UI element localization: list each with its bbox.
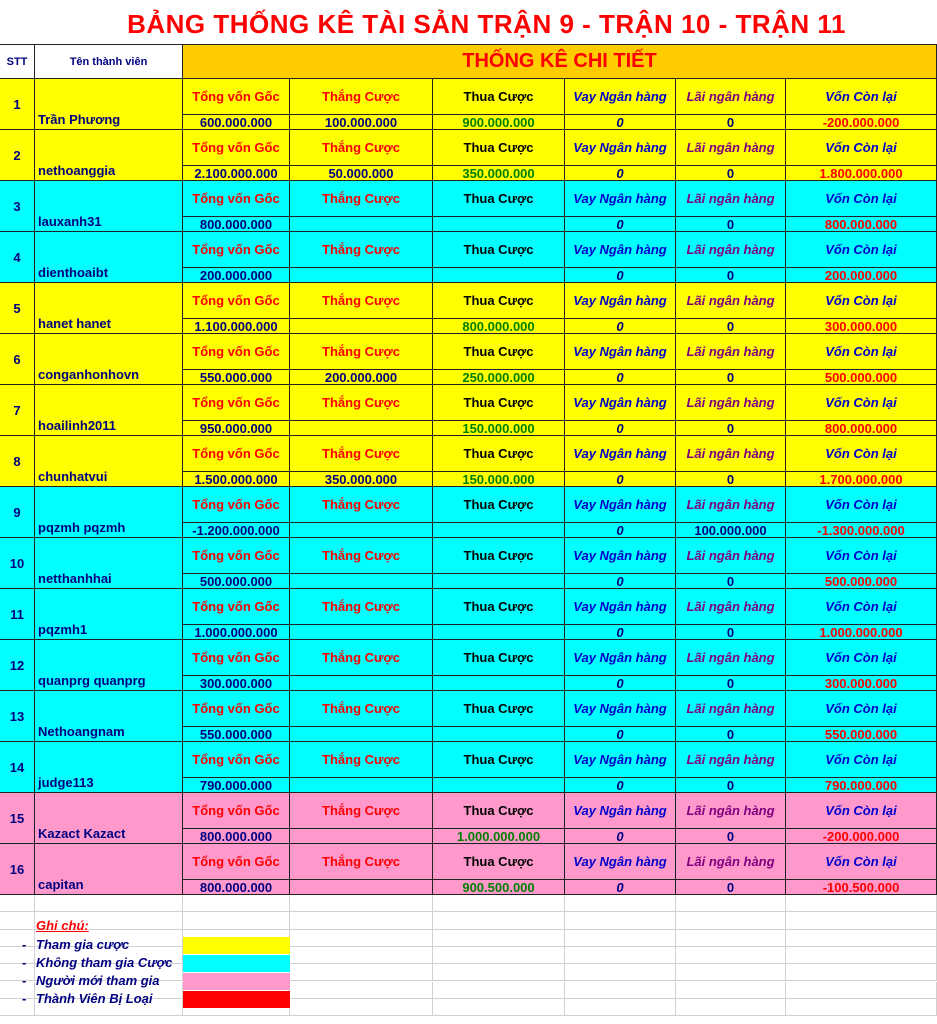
value-lai[interactable]: 0 <box>676 217 786 232</box>
label-thang[interactable]: Thắng Cược <box>290 79 433 115</box>
legend-swatch <box>183 973 290 990</box>
member-stt[interactable]: 14 <box>0 742 35 793</box>
value-con-lai[interactable]: 1.000.000.000 <box>786 625 937 640</box>
legend-swatch <box>183 937 290 954</box>
label-thua[interactable]: Thua Cược <box>433 334 565 370</box>
empty-cell[interactable] <box>786 930 937 947</box>
label-thang[interactable]: Thắng Cược <box>290 640 433 676</box>
label-thang[interactable]: Thắng Cược <box>290 793 433 829</box>
header-stt[interactable]: STT <box>0 44 35 79</box>
value-thang[interactable] <box>290 778 433 793</box>
value-lai[interactable]: 0 <box>676 625 786 640</box>
value-con-lai[interactable]: -200.000.000 <box>786 115 937 130</box>
value-thang[interactable]: 200.000.000 <box>290 370 433 385</box>
label-lai[interactable]: Lãi ngân hàng <box>676 487 786 523</box>
legend-dash: - <box>22 937 27 952</box>
label-thang[interactable]: Thắng Cược <box>290 436 433 472</box>
legend-label: Không tham gia Cược <box>36 955 173 970</box>
label-con-lai[interactable]: Vốn Còn lại <box>786 640 937 676</box>
empty-cell[interactable] <box>433 947 565 964</box>
member-name[interactable]: lauxanh31 <box>35 181 183 232</box>
value-thang[interactable] <box>290 421 433 436</box>
value-vay[interactable]: 0 <box>565 829 676 844</box>
label-vay[interactable]: Vay Ngân hàng <box>565 691 676 727</box>
label-con-lai[interactable]: Vốn Còn lại <box>786 436 937 472</box>
value-vay[interactable]: 0 <box>565 676 676 691</box>
label-con-lai[interactable]: Vốn Còn lại <box>786 589 937 625</box>
member-name[interactable]: netthanhhai <box>35 538 183 589</box>
label-vay[interactable]: Vay Ngân hàng <box>565 334 676 370</box>
label-con-lai[interactable]: Vốn Còn lại <box>786 283 937 319</box>
empty-cell[interactable] <box>290 912 433 929</box>
member-stt[interactable]: 5 <box>0 283 35 334</box>
value-thua[interactable]: 250.000.000 <box>433 370 565 385</box>
value-lai[interactable]: 0 <box>676 115 786 130</box>
empty-cell[interactable] <box>676 964 786 981</box>
label-thang[interactable]: Thắng Cược <box>290 181 433 217</box>
label-thua[interactable]: Thua Cược <box>433 538 565 574</box>
label-con-lai[interactable]: Vốn Còn lại <box>786 181 937 217</box>
value-thang[interactable] <box>290 676 433 691</box>
empty-cell[interactable] <box>676 982 786 999</box>
empty-cell[interactable] <box>290 930 433 947</box>
value-von-goc[interactable]: 800.000.000 <box>183 880 290 895</box>
value-vay[interactable]: 0 <box>565 217 676 232</box>
label-lai[interactable]: Lãi ngân hàng <box>676 640 786 676</box>
value-thua[interactable] <box>433 727 565 742</box>
value-thua[interactable] <box>433 625 565 640</box>
empty-cell[interactable] <box>290 947 433 964</box>
label-von-goc[interactable]: Tổng vốn Gốc <box>183 487 290 523</box>
label-lai[interactable]: Lãi ngân hàng <box>676 436 786 472</box>
label-vay[interactable]: Vay Ngân hàng <box>565 436 676 472</box>
value-lai[interactable]: 0 <box>676 727 786 742</box>
value-con-lai[interactable]: 300.000.000 <box>786 676 937 691</box>
empty-cell[interactable] <box>433 895 565 912</box>
value-von-goc[interactable]: 790.000.000 <box>183 778 290 793</box>
label-thang[interactable]: Thắng Cược <box>290 742 433 778</box>
value-lai[interactable]: 0 <box>676 166 786 181</box>
value-thua[interactable] <box>433 523 565 538</box>
label-vay[interactable]: Vay Ngân hàng <box>565 793 676 829</box>
value-lai[interactable]: 0 <box>676 778 786 793</box>
value-vay[interactable]: 0 <box>565 727 676 742</box>
value-vay[interactable]: 0 <box>565 268 676 283</box>
value-lai[interactable]: 0 <box>676 574 786 589</box>
empty-cell[interactable] <box>786 982 937 999</box>
empty-cell[interactable] <box>565 912 676 929</box>
value-thua[interactable] <box>433 217 565 232</box>
label-von-goc[interactable]: Tổng vốn Gốc <box>183 232 290 268</box>
label-vay[interactable]: Vay Ngân hàng <box>565 79 676 115</box>
label-thua[interactable]: Thua Cược <box>433 793 565 829</box>
value-lai[interactable]: 0 <box>676 319 786 334</box>
empty-cell[interactable] <box>565 930 676 947</box>
empty-cell[interactable] <box>433 930 565 947</box>
label-lai[interactable]: Lãi ngân hàng <box>676 283 786 319</box>
label-von-goc[interactable]: Tổng vốn Gốc <box>183 79 290 115</box>
value-lai[interactable]: 0 <box>676 472 786 487</box>
notes-title: Ghi chú: <box>36 918 89 933</box>
label-thang[interactable]: Thắng Cược <box>290 487 433 523</box>
value-thua[interactable]: 900.000.000 <box>433 115 565 130</box>
member-stt[interactable]: 8 <box>0 436 35 487</box>
label-thua[interactable]: Thua Cược <box>433 283 565 319</box>
member-stt[interactable]: 10 <box>0 538 35 589</box>
legend-dash: - <box>22 973 27 988</box>
member-stt[interactable]: 13 <box>0 691 35 742</box>
label-thua[interactable]: Thua Cược <box>433 487 565 523</box>
value-thang[interactable] <box>290 268 433 283</box>
label-von-goc[interactable]: Tổng vốn Gốc <box>183 742 290 778</box>
empty-cell[interactable] <box>565 999 676 1016</box>
label-thang[interactable]: Thắng Cược <box>290 538 433 574</box>
empty-cell[interactable] <box>0 895 35 912</box>
label-con-lai[interactable]: Vốn Còn lại <box>786 793 937 829</box>
value-von-goc[interactable]: 2.100.000.000 <box>183 166 290 181</box>
empty-cell[interactable] <box>183 895 290 912</box>
label-von-goc[interactable]: Tổng vốn Gốc <box>183 538 290 574</box>
value-thua[interactable]: 150.000.000 <box>433 472 565 487</box>
empty-cell[interactable] <box>290 895 433 912</box>
label-thua[interactable]: Thua Cược <box>433 232 565 268</box>
member-stt[interactable]: 2 <box>0 130 35 181</box>
value-vay[interactable]: 0 <box>565 574 676 589</box>
value-vay[interactable]: 0 <box>565 421 676 436</box>
label-thua[interactable]: Thua Cược <box>433 181 565 217</box>
member-name[interactable]: quanprg quanprg <box>35 640 183 691</box>
member-name[interactable]: capitan <box>35 844 183 895</box>
legend-label: Người mới tham gia <box>36 973 160 988</box>
value-thang[interactable]: 350.000.000 <box>290 472 433 487</box>
label-von-goc[interactable]: Tổng vốn Gốc <box>183 283 290 319</box>
label-lai[interactable]: Lãi ngân hàng <box>676 334 786 370</box>
value-vay[interactable]: 0 <box>565 625 676 640</box>
value-von-goc[interactable]: 300.000.000 <box>183 676 290 691</box>
empty-cell[interactable] <box>35 895 183 912</box>
value-thua[interactable]: 900.500.000 <box>433 880 565 895</box>
value-thua[interactable] <box>433 574 565 589</box>
empty-cell[interactable] <box>290 982 433 999</box>
empty-cell[interactable] <box>0 930 35 947</box>
member-name[interactable]: Trần Phương <box>35 79 183 130</box>
label-lai[interactable]: Lãi ngân hàng <box>676 742 786 778</box>
member-name[interactable]: chunhatvui <box>35 436 183 487</box>
label-lai[interactable]: Lãi ngân hàng <box>676 589 786 625</box>
value-vay[interactable]: 0 <box>565 166 676 181</box>
empty-cell[interactable] <box>183 912 290 929</box>
empty-cell[interactable] <box>676 930 786 947</box>
label-thang[interactable]: Thắng Cược <box>290 232 433 268</box>
label-von-goc[interactable]: Tổng vốn Gốc <box>183 793 290 829</box>
label-con-lai[interactable]: Vốn Còn lại <box>786 334 937 370</box>
value-con-lai[interactable]: 800.000.000 <box>786 217 937 232</box>
label-vay[interactable]: Vay Ngân hàng <box>565 742 676 778</box>
value-vay[interactable]: 0 <box>565 115 676 130</box>
value-thua[interactable] <box>433 778 565 793</box>
label-vay[interactable]: Vay Ngân hàng <box>565 538 676 574</box>
label-vay[interactable]: Vay Ngân hàng <box>565 181 676 217</box>
label-vay[interactable]: Vay Ngân hàng <box>565 232 676 268</box>
legend-swatch <box>183 991 290 1008</box>
value-vay[interactable]: 0 <box>565 778 676 793</box>
empty-cell[interactable] <box>433 999 565 1016</box>
value-von-goc[interactable]: -1.200.000.000 <box>183 523 290 538</box>
label-vay[interactable]: Vay Ngân hàng <box>565 640 676 676</box>
value-von-goc[interactable]: 200.000.000 <box>183 268 290 283</box>
member-stt[interactable]: 16 <box>0 844 35 895</box>
value-vay[interactable]: 0 <box>565 370 676 385</box>
label-thua[interactable]: Thua Cược <box>433 844 565 880</box>
value-con-lai[interactable]: 550.000.000 <box>786 727 937 742</box>
empty-cell[interactable] <box>786 999 937 1016</box>
empty-cell[interactable] <box>786 947 937 964</box>
label-thua[interactable]: Thua Cược <box>433 742 565 778</box>
label-vay[interactable]: Vay Ngân hàng <box>565 283 676 319</box>
label-lai[interactable]: Lãi ngân hàng <box>676 538 786 574</box>
value-lai[interactable]: 0 <box>676 880 786 895</box>
header-detail[interactable]: THỐNG KÊ CHI TIẾT <box>183 44 937 79</box>
value-con-lai[interactable]: 1.800.000.000 <box>786 166 937 181</box>
label-von-goc[interactable]: Tổng vốn Gốc <box>183 640 290 676</box>
value-con-lai[interactable]: 200.000.000 <box>786 268 937 283</box>
member-name[interactable]: pqzmh1 <box>35 589 183 640</box>
value-thang[interactable] <box>290 217 433 232</box>
label-thang[interactable]: Thắng Cược <box>290 691 433 727</box>
value-von-goc[interactable]: 500.000.000 <box>183 574 290 589</box>
value-vay[interactable]: 0 <box>565 523 676 538</box>
member-name[interactable]: hoailinh2011 <box>35 385 183 436</box>
empty-cell[interactable] <box>565 982 676 999</box>
legend-label: Thành Viên Bị Loại <box>36 991 153 1006</box>
value-von-goc[interactable]: 800.000.000 <box>183 829 290 844</box>
value-thua[interactable]: 800.000.000 <box>433 319 565 334</box>
member-stt[interactable]: 11 <box>0 589 35 640</box>
value-thua[interactable]: 1.000.000.000 <box>433 829 565 844</box>
label-con-lai[interactable]: Vốn Còn lại <box>786 538 937 574</box>
label-von-goc[interactable]: Tổng vốn Gốc <box>183 385 290 421</box>
member-stt[interactable]: 4 <box>0 232 35 283</box>
member-stt[interactable]: 12 <box>0 640 35 691</box>
label-vay[interactable]: Vay Ngân hàng <box>565 589 676 625</box>
value-thua[interactable] <box>433 268 565 283</box>
empty-cell[interactable] <box>565 895 676 912</box>
label-lai[interactable]: Lãi ngân hàng <box>676 793 786 829</box>
value-thang[interactable] <box>290 727 433 742</box>
label-thang[interactable]: Thắng Cược <box>290 283 433 319</box>
member-name[interactable]: Nethoangnam <box>35 691 183 742</box>
label-thang[interactable]: Thắng Cược <box>290 334 433 370</box>
legend-dash: - <box>22 991 27 1006</box>
value-con-lai[interactable]: 790.000.000 <box>786 778 937 793</box>
label-con-lai[interactable]: Vốn Còn lại <box>786 742 937 778</box>
value-thang[interactable] <box>290 829 433 844</box>
label-von-goc[interactable]: Tổng vốn Gốc <box>183 334 290 370</box>
member-name[interactable]: pqzmh pqzmh <box>35 487 183 538</box>
value-lai[interactable]: 100.000.000 <box>676 523 786 538</box>
value-con-lai[interactable]: 500.000.000 <box>786 370 937 385</box>
empty-cell[interactable] <box>786 912 937 929</box>
member-name[interactable]: conganhonhovn <box>35 334 183 385</box>
value-con-lai[interactable]: 500.000.000 <box>786 574 937 589</box>
label-con-lai[interactable]: Vốn Còn lại <box>786 130 937 166</box>
label-lai[interactable]: Lãi ngân hàng <box>676 130 786 166</box>
value-con-lai[interactable]: 300.000.000 <box>786 319 937 334</box>
value-con-lai[interactable]: 1.700.000.000 <box>786 472 937 487</box>
label-von-goc[interactable]: Tổng vốn Gốc <box>183 589 290 625</box>
empty-cell[interactable] <box>433 912 565 929</box>
label-thua[interactable]: Thua Cược <box>433 79 565 115</box>
label-con-lai[interactable]: Vốn Còn lại <box>786 385 937 421</box>
value-von-goc[interactable]: 1.500.000.000 <box>183 472 290 487</box>
empty-cell[interactable] <box>676 912 786 929</box>
label-thang[interactable]: Thắng Cược <box>290 589 433 625</box>
label-con-lai[interactable]: Vốn Còn lại <box>786 232 937 268</box>
value-von-goc[interactable]: 1.100.000.000 <box>183 319 290 334</box>
value-lai[interactable]: 0 <box>676 421 786 436</box>
label-con-lai[interactable]: Vốn Còn lại <box>786 487 937 523</box>
legend-label: Tham gia cược <box>36 937 130 952</box>
label-thua[interactable]: Thua Cược <box>433 385 565 421</box>
empty-cell[interactable] <box>676 895 786 912</box>
label-von-goc[interactable]: Tổng vốn Gốc <box>183 130 290 166</box>
label-vay[interactable]: Vay Ngân hàng <box>565 487 676 523</box>
empty-cell[interactable] <box>290 999 433 1016</box>
member-stt[interactable]: 15 <box>0 793 35 844</box>
label-lai[interactable]: Lãi ngân hàng <box>676 844 786 880</box>
empty-cell[interactable] <box>676 947 786 964</box>
member-name[interactable]: Kazact Kazact <box>35 793 183 844</box>
value-lai[interactable]: 0 <box>676 370 786 385</box>
label-lai[interactable]: Lãi ngân hàng <box>676 181 786 217</box>
value-von-goc[interactable]: 550.000.000 <box>183 370 290 385</box>
value-con-lai[interactable]: 800.000.000 <box>786 421 937 436</box>
value-thang[interactable] <box>290 319 433 334</box>
label-con-lai[interactable]: Vốn Còn lại <box>786 691 937 727</box>
value-thua[interactable]: 350.000.000 <box>433 166 565 181</box>
label-thua[interactable]: Thua Cược <box>433 589 565 625</box>
value-vay[interactable]: 0 <box>565 319 676 334</box>
label-con-lai[interactable]: Vốn Còn lại <box>786 844 937 880</box>
label-thang[interactable]: Thắng Cược <box>290 844 433 880</box>
label-thua[interactable]: Thua Cược <box>433 130 565 166</box>
label-vay[interactable]: Vay Ngân hàng <box>565 844 676 880</box>
value-lai[interactable]: 0 <box>676 268 786 283</box>
empty-cell[interactable] <box>433 964 565 981</box>
label-lai[interactable]: Lãi ngân hàng <box>676 385 786 421</box>
member-name[interactable]: judge113 <box>35 742 183 793</box>
value-von-goc[interactable]: 550.000.000 <box>183 727 290 742</box>
member-stt[interactable]: 9 <box>0 487 35 538</box>
value-von-goc[interactable]: 800.000.000 <box>183 217 290 232</box>
member-name[interactable]: dienthoaibt <box>35 232 183 283</box>
empty-cell[interactable] <box>786 895 937 912</box>
value-thang[interactable] <box>290 880 433 895</box>
label-vay[interactable]: Vay Ngân hàng <box>565 385 676 421</box>
value-thua[interactable]: 150.000.000 <box>433 421 565 436</box>
value-con-lai[interactable]: -1.300.000.000 <box>786 523 937 538</box>
label-von-goc[interactable]: Tổng vốn Gốc <box>183 181 290 217</box>
label-thang[interactable]: Thắng Cược <box>290 130 433 166</box>
empty-cell[interactable] <box>290 964 433 981</box>
value-lai[interactable]: 0 <box>676 829 786 844</box>
empty-cell[interactable] <box>0 982 35 999</box>
label-von-goc[interactable]: Tổng vốn Gốc <box>183 436 290 472</box>
legend-swatch <box>183 955 290 972</box>
empty-cell[interactable] <box>433 982 565 999</box>
value-von-goc[interactable]: 950.000.000 <box>183 421 290 436</box>
empty-cell[interactable] <box>565 964 676 981</box>
value-von-goc[interactable]: 1.000.000.000 <box>183 625 290 640</box>
member-stt[interactable]: 1 <box>0 79 35 130</box>
label-thang[interactable]: Thắng Cược <box>290 385 433 421</box>
member-stt[interactable]: 6 <box>0 334 35 385</box>
empty-cell[interactable] <box>676 999 786 1016</box>
empty-cell[interactable] <box>0 912 35 929</box>
value-lai[interactable]: 0 <box>676 676 786 691</box>
label-con-lai[interactable]: Vốn Còn lại <box>786 79 937 115</box>
label-thua[interactable]: Thua Cược <box>433 436 565 472</box>
label-lai[interactable]: Lãi ngân hàng <box>676 232 786 268</box>
sheet-title: BẢNG THỐNG KÊ TÀI SẢN TRẬN 9 - TRẬN 10 - TRẬN 11 <box>127 9 846 39</box>
value-thang[interactable]: 100.000.000 <box>290 115 433 130</box>
label-von-goc[interactable]: Tổng vốn Gốc <box>183 844 290 880</box>
value-vay[interactable]: 0 <box>565 880 676 895</box>
empty-cell[interactable] <box>0 947 35 964</box>
value-con-lai[interactable]: -100.500.000 <box>786 880 937 895</box>
value-thang[interactable]: 50.000.000 <box>290 166 433 181</box>
value-thua[interactable] <box>433 676 565 691</box>
label-thua[interactable]: Thua Cược <box>433 640 565 676</box>
member-name[interactable]: nethoanggia <box>35 130 183 181</box>
value-von-goc[interactable]: 600.000.000 <box>183 115 290 130</box>
value-thang[interactable] <box>290 574 433 589</box>
label-vay[interactable]: Vay Ngân hàng <box>565 130 676 166</box>
empty-cell[interactable] <box>786 964 937 981</box>
title-row <box>0 0 937 44</box>
value-con-lai[interactable]: -200.000.000 <box>786 829 937 844</box>
legend-dash: - <box>22 955 27 970</box>
empty-cell[interactable] <box>0 999 35 1016</box>
label-lai[interactable]: Lãi ngân hàng <box>676 79 786 115</box>
empty-cell[interactable] <box>0 964 35 981</box>
member-stt[interactable]: 3 <box>0 181 35 232</box>
label-thua[interactable]: Thua Cược <box>433 691 565 727</box>
header-member-name[interactable]: Tên thành viên <box>35 44 183 79</box>
value-vay[interactable]: 0 <box>565 472 676 487</box>
label-lai[interactable]: Lãi ngân hàng <box>676 691 786 727</box>
value-thang[interactable] <box>290 625 433 640</box>
label-von-goc[interactable]: Tổng vốn Gốc <box>183 691 290 727</box>
member-stt[interactable]: 7 <box>0 385 35 436</box>
member-name[interactable]: hanet hanet <box>35 283 183 334</box>
value-thang[interactable] <box>290 523 433 538</box>
empty-cell[interactable] <box>565 947 676 964</box>
